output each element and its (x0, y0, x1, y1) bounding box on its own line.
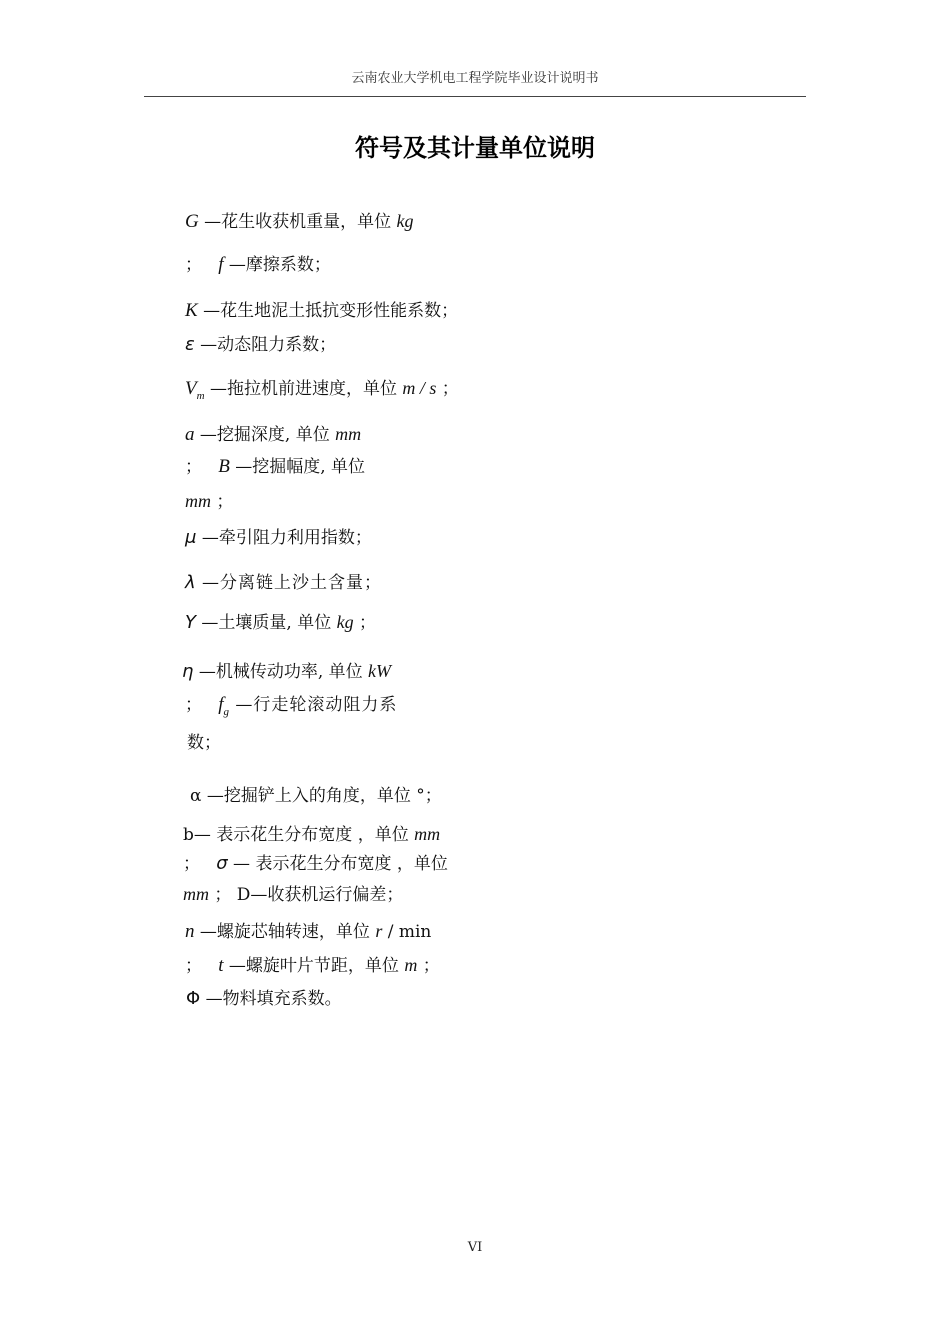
suffix: ； (436, 379, 459, 399)
description: —物料填充系数。 (200, 989, 342, 1009)
description: —摩擦系数； (223, 255, 331, 275)
unit-continuation-line (185, 490, 233, 513)
suffix: ； (211, 492, 234, 512)
symbol: G (185, 211, 199, 232)
suffix: ； (353, 613, 377, 633)
symbol-subscript: m (196, 390, 205, 402)
unit: mm (183, 884, 209, 904)
description: —螺旋芯轴转速，单位 (194, 922, 376, 942)
symbol-subscript: g (223, 706, 229, 718)
description: —花生收获机重量，单位 (198, 212, 397, 232)
running-header: 云南农业大学机电工程学院毕业设计说明书 (351, 71, 599, 86)
symbol: n (185, 921, 195, 942)
symbol: K (185, 300, 198, 321)
page-number: VI (467, 1240, 483, 1255)
symbol: f (218, 254, 224, 275)
suffix: ； D—收获机运行偏差； (209, 885, 404, 905)
symbol-line-f (185, 254, 331, 276)
symbol-line-t (185, 954, 440, 977)
description: —螺旋叶片节距，单位 (223, 956, 405, 976)
symbol: t (218, 955, 224, 976)
leading-semicolon: ； (185, 457, 202, 477)
symbol-line-lambda (185, 572, 382, 594)
description: —拖拉机前进速度，单位 (204, 379, 403, 399)
unit: kg (396, 211, 414, 231)
description: —分离链上沙土含量； (195, 573, 383, 593)
symbol-line-eta (182, 660, 391, 683)
header-divider (144, 96, 806, 97)
text-continuation-line (187, 732, 221, 754)
symbol-line-K (185, 300, 458, 322)
description: —行走轮滚动阻力系 (229, 695, 398, 715)
description: —花生地泥土抵抗变形性能系数； (197, 301, 459, 321)
unit-continuation-line-D (183, 883, 403, 906)
leading-semicolon: ； (183, 854, 200, 874)
symbol: b (183, 825, 194, 845)
symbol-line-phi (186, 988, 342, 1010)
symbol-line-a (185, 423, 361, 446)
leading-semicolon: ； (185, 255, 202, 275)
description: — 表示花生分布宽度 ，单位 (193, 825, 415, 845)
leading-semicolon: ； (185, 695, 202, 715)
symbol: Φ (186, 988, 201, 1009)
symbol-line-sigma (183, 853, 448, 875)
unit: mm (335, 424, 362, 444)
description: —挖掘深度, 单位 (194, 425, 336, 445)
symbol-line-Vm (185, 377, 459, 407)
description: — 表示花生分布宽度 ，单位 (227, 854, 448, 874)
symbol: Y (185, 612, 196, 633)
symbol: B (218, 456, 230, 477)
symbol: f (218, 694, 224, 715)
page-title: 符号及其计量单位说明 (355, 134, 595, 162)
description: 数； (187, 733, 221, 753)
unit: kW (368, 661, 392, 681)
symbol-line-b (183, 823, 440, 846)
description: —机械传动功率, 单位 (193, 662, 369, 682)
symbol: ε (185, 334, 195, 355)
suffix: ； (417, 956, 440, 976)
symbol: α (190, 786, 202, 806)
unit: mm (185, 491, 211, 511)
symbol-line-fg (185, 694, 397, 723)
symbol-line-mu (185, 527, 372, 549)
symbol: λ (185, 572, 196, 593)
symbol: V (185, 378, 197, 399)
unit: m (404, 955, 418, 975)
description: —挖掘幅度, 单位 (229, 457, 366, 477)
symbol-line-epsilon (185, 334, 336, 356)
symbol: a (185, 424, 195, 445)
symbol-line-Y (185, 611, 376, 634)
description: —挖掘铲上入的角度，单位 °； (201, 786, 442, 806)
suffix: / min (382, 922, 432, 942)
symbol: μ (185, 527, 197, 548)
unit: mm (414, 824, 441, 844)
symbol-line-alpha (190, 785, 442, 807)
description: —动态阻力系数； (194, 335, 337, 355)
unit: kg (336, 612, 354, 632)
symbol-line-n (185, 920, 431, 943)
symbol-line-B (185, 456, 365, 478)
unit: r (375, 921, 383, 941)
description: —土壤质量, 单位 (196, 613, 337, 633)
symbol: σ (216, 853, 228, 874)
symbol: η (182, 661, 194, 682)
description: —牵引阻力利用指数； (196, 528, 372, 548)
leading-semicolon: ； (185, 956, 202, 976)
unit: m / s (402, 378, 437, 398)
symbol-line-G (185, 210, 414, 233)
